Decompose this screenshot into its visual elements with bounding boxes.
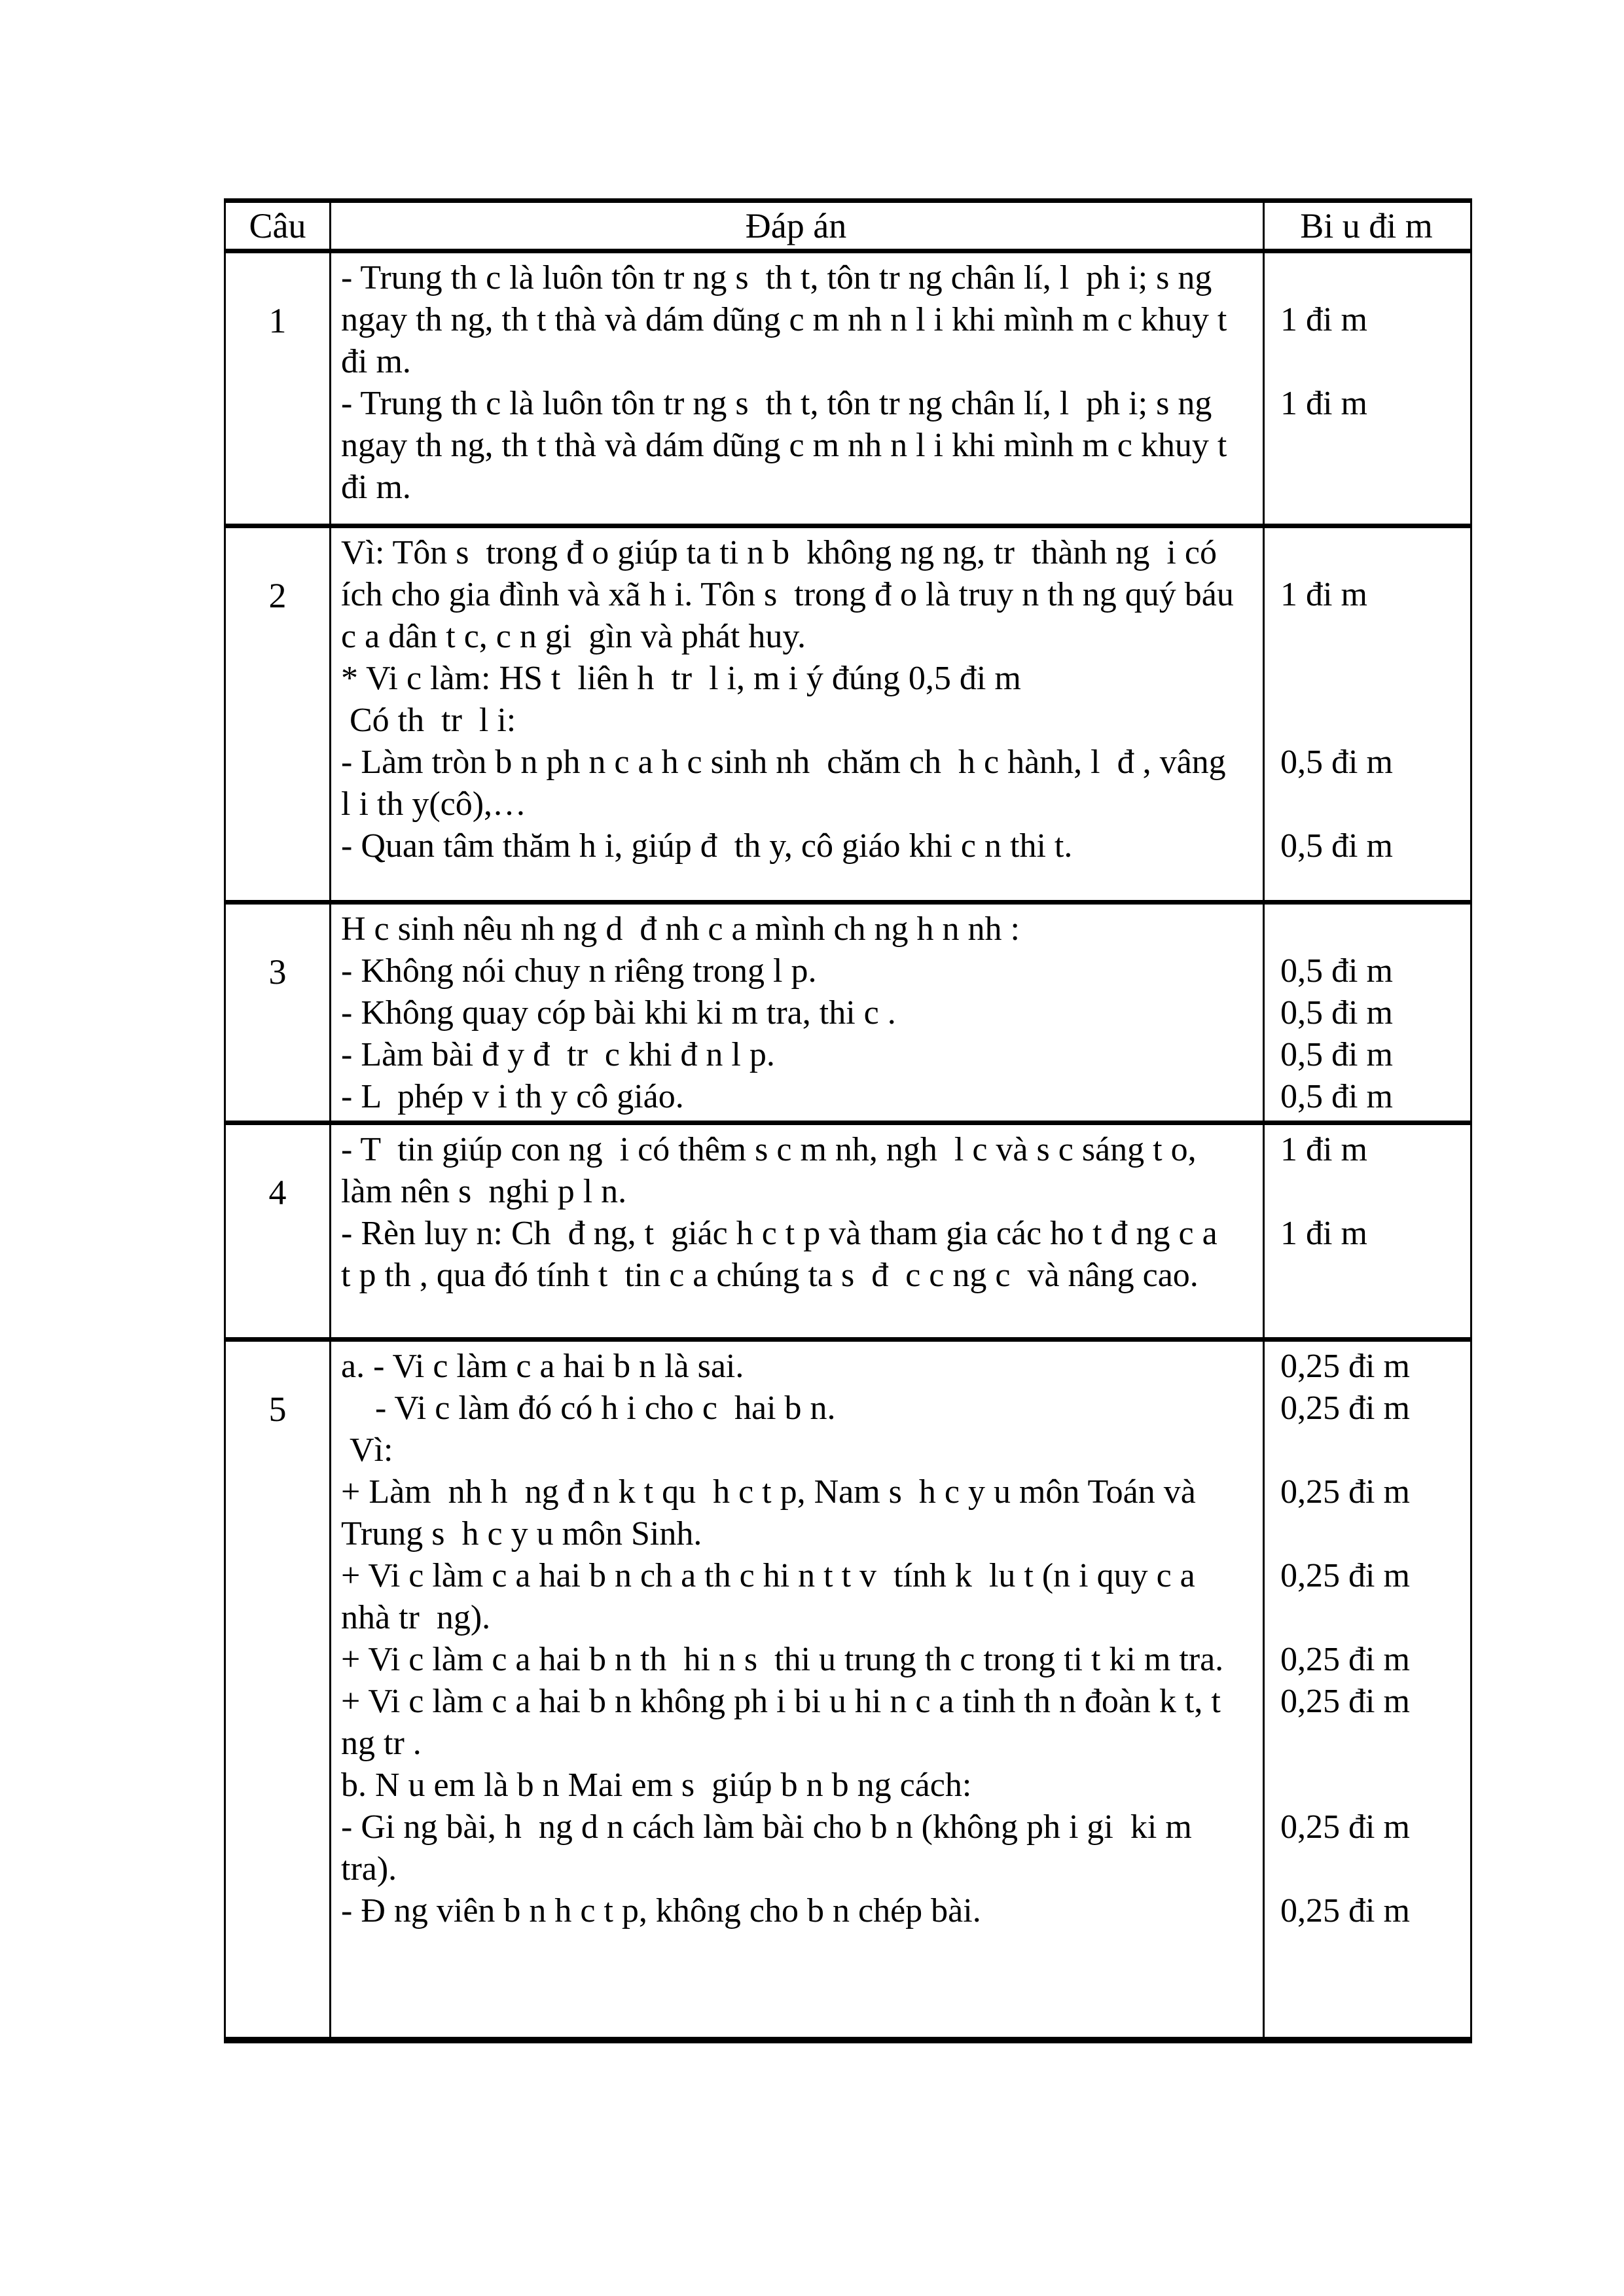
- cau-column-divider: [329, 1125, 331, 1337]
- score-value: 1 đi m: [1280, 576, 1367, 613]
- score-column-divider: [1263, 905, 1265, 1121]
- score-column-divider: [1263, 203, 1265, 249]
- score-value: 0,25 đi m: [1280, 1557, 1410, 1594]
- score-cell: [1265, 1129, 1470, 1213]
- score-value: 0,5 đi m: [1280, 952, 1393, 990]
- answer-paragraph: [329, 383, 1470, 509]
- paragraph-text: - Trung th c là luôn tôn tr ng s th t, tôn tr ng chân lí, l ph i; s ng ngay th ng, th t thà và dám dũng c m nh n l i khi mình m c khuy t đi m.: [341, 385, 1236, 506]
- score-value: 1 đi m: [1280, 385, 1367, 422]
- question-number: 5: [268, 1390, 287, 1429]
- answer-paragraph: [329, 908, 1470, 950]
- header-cell-bieu-diem: Bi u đi m: [1300, 206, 1433, 245]
- answer-paragraph: [329, 1429, 1470, 1471]
- score-column-divider: [1263, 528, 1265, 900]
- score-cell: [1265, 658, 1470, 700]
- score-cell: [1265, 950, 1470, 992]
- score-cell: [1265, 1890, 1470, 1932]
- answer-paragraph: [329, 1555, 1470, 1639]
- score-value: 0,25 đi m: [1280, 1641, 1410, 1678]
- paragraph-text: - Rèn luy n: Ch đ ng, t giác h c t p và tham gia các ho t đ ng c a t p th , qua đó tính t tin c a chúng ta s đ c c ng c và nâng cao.: [341, 1215, 1226, 1294]
- score-cell: [1265, 1765, 1470, 1806]
- paragraph-text: + Vi c làm c a hai b n th hi n s thi u trung th c trong ti t ki m tra.: [341, 1641, 1224, 1678]
- score-cell: [1265, 992, 1470, 1034]
- score-value: 1 đi m: [1280, 301, 1367, 338]
- cau-column-divider: [329, 528, 331, 900]
- score-value: 0,5 đi m: [1280, 744, 1393, 781]
- score-cell: [1265, 383, 1470, 509]
- paragraph-text: - L phép v i th y cô giáo.: [341, 1078, 684, 1115]
- score-cell: [1265, 1471, 1470, 1555]
- answer-paragraph: [329, 1129, 1470, 1213]
- answer-paragraph: [329, 532, 1470, 658]
- paragraph-text: - Đ ng viên b n h c t p, không cho b n chép bài.: [341, 1892, 981, 1929]
- question-number: 4: [268, 1173, 287, 1212]
- answer-key-table: [224, 198, 1472, 2043]
- paragraph-text: Có th tr l i:: [341, 702, 516, 739]
- score-cell: [1265, 908, 1470, 950]
- answer-paragraph: [329, 1076, 1470, 1118]
- score-value: 1 đi m: [1280, 1215, 1367, 1252]
- score-cell: [1265, 700, 1470, 742]
- paragraph-text: - Làm tròn b n ph n c a h c sinh nh chăm ch h c hành, l đ , vâng l i th y(cô),…: [341, 744, 1235, 823]
- paragraph-text: a. - Vi c làm c a hai b n là sai.: [341, 1348, 744, 1385]
- score-column-divider: [1263, 1342, 1265, 2037]
- score-cell: [1265, 1555, 1470, 1639]
- question-number: 3: [268, 952, 287, 992]
- table-row-2: [226, 524, 1470, 900]
- paragraph-text: - Trung th c là luôn tôn tr ng s th t, tôn tr ng chân lí, l ph i; s ng ngay th ng, th t thà và dám dũng c m nh n l i khi mình m c khuy t đi m.: [341, 259, 1236, 380]
- table-row-4: [226, 1121, 1470, 1337]
- paragraph-text: - Quan tâm thăm h i, giúp đ th y, cô giáo khi c n thi t.: [341, 827, 1073, 865]
- paragraph-text: - Gi ng bài, h ng d n cách làm bài cho b n (không ph i gi ki m tra).: [341, 1808, 1200, 1888]
- paragraph-text: + Làm nh h ng đ n k t qu h c t p, Nam s h c y u môn Toán và Trung s h c y u môn Sinh.: [341, 1473, 1204, 1552]
- score-value: 0,5 đi m: [1280, 994, 1393, 1031]
- score-value: 0,25 đi m: [1280, 1348, 1410, 1385]
- score-column-divider: [1263, 1125, 1265, 1337]
- score-value: 1 đi m: [1280, 1131, 1367, 1168]
- score-cell: [1265, 1388, 1470, 1429]
- answer-paragraph: [329, 1213, 1470, 1297]
- score-column-divider: [1263, 253, 1265, 524]
- score-cell: [1265, 1806, 1470, 1890]
- score-value: 0,5 đi m: [1280, 827, 1393, 865]
- question-number: 1: [268, 301, 287, 340]
- paragraph-text: - Không nói chuy n riêng trong l p.: [341, 952, 817, 990]
- score-cell: [1265, 532, 1470, 658]
- score-cell: [1265, 1429, 1470, 1471]
- table-row-1: [226, 249, 1470, 524]
- score-cell: [1265, 1213, 1470, 1297]
- score-value: 0,5 đi m: [1280, 1078, 1393, 1115]
- score-value: 0,25 đi m: [1280, 1808, 1410, 1846]
- answer-paragraph: [329, 257, 1470, 383]
- score-value: 0,25 đi m: [1280, 1390, 1410, 1427]
- score-cell: [1265, 257, 1470, 383]
- table-header-row: [226, 203, 1470, 249]
- table-row-5: [226, 1337, 1470, 2037]
- paragraph-text: - Làm bài đ y đ tr c khi đ n l p.: [341, 1036, 775, 1073]
- answer-paragraph: [329, 658, 1470, 700]
- answer-paragraph: [329, 825, 1470, 867]
- cau-column-divider: [329, 253, 331, 524]
- answer-paragraph: [329, 1681, 1470, 1765]
- score-cell: [1265, 1346, 1470, 1388]
- answer-paragraph: [329, 1346, 1470, 1388]
- cau-column-divider: [329, 905, 331, 1121]
- score-value: 0,25 đi m: [1280, 1683, 1410, 1720]
- cau-column-divider: [329, 1342, 331, 2037]
- paragraph-text: + Vi c làm c a hai b n không ph i bi u hi n c a tinh th n đoàn k t, t ng tr .: [341, 1683, 1238, 1762]
- answer-paragraph: [329, 1639, 1470, 1681]
- paragraph-text: Vì:: [341, 1431, 393, 1469]
- answer-paragraph: [329, 1765, 1470, 1806]
- paragraph-text: b. N u em là b n Mai em s giúp b n b ng cách:: [341, 1767, 972, 1804]
- score-cell: [1265, 1681, 1470, 1765]
- score-cell: [1265, 825, 1470, 867]
- score-cell: [1265, 1076, 1470, 1118]
- answer-paragraph: [329, 700, 1470, 742]
- paragraph-text: - Vi c làm đó có h i cho c hai b n.: [341, 1390, 836, 1427]
- answer-cell: [329, 528, 1470, 900]
- answer-cell: [329, 1342, 1470, 2037]
- answer-paragraph: [329, 1806, 1470, 1890]
- answer-cell: [329, 253, 1470, 524]
- paragraph-text: - T tin giúp con ng i có thêm s c m nh, ngh l c và s c sáng t o, làm nên s nghi p l n.: [341, 1131, 1205, 1210]
- score-cell: [1265, 1639, 1470, 1681]
- score-value: 0,5 đi m: [1280, 1036, 1393, 1073]
- paragraph-text: + Vi c làm c a hai b n ch a th c hi n t t v tính k lu t (n i quy c a nhà tr ng).: [341, 1557, 1204, 1636]
- answer-cell: [329, 1125, 1470, 1337]
- score-value: 0,25 đi m: [1280, 1473, 1410, 1511]
- answer-paragraph: [329, 950, 1470, 992]
- score-cell: [1265, 742, 1470, 825]
- score-cell: [1265, 1034, 1470, 1076]
- score-value: 0,25 đi m: [1280, 1892, 1410, 1929]
- header-cell-cau: Câu: [249, 206, 306, 245]
- answer-paragraph: [329, 742, 1470, 825]
- answer-paragraph: [329, 1388, 1470, 1429]
- cau-column-divider: [329, 203, 331, 249]
- header-cell-dap-an: Đáp án: [745, 206, 847, 245]
- question-number: 2: [268, 576, 287, 615]
- paragraph-text: - Không quay cóp bài khi ki m tra, thi c .: [341, 994, 896, 1031]
- paragraph-text: Vì: Tôn s trong đ o giúp ta ti n b không ng ng, tr thành ng i có ích cho gia đình và xã h i. Tôn s trong đ o là truy n th ng quý báu c a dân t c, c n gi gìn và phát huy.: [341, 534, 1242, 655]
- answer-paragraph: [329, 992, 1470, 1034]
- answer-paragraph: [329, 1034, 1470, 1076]
- paragraph-text: * Vi c làm: HS t liên h tr l i, m i ý đúng 0,5 đi m: [341, 660, 1021, 697]
- answer-paragraph: [329, 1471, 1470, 1555]
- answer-paragraph: [329, 1890, 1470, 1932]
- answer-cell: [329, 905, 1470, 1121]
- paragraph-text: H c sinh nêu nh ng d đ nh c a mình ch ng h n nh :: [341, 910, 1020, 948]
- table-row-3: [226, 900, 1470, 1121]
